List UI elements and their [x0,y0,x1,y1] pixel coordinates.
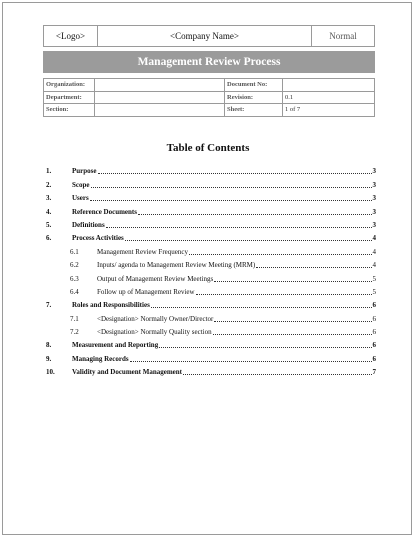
toc-entry-line [72,355,376,363]
toc-entry[interactable] [46,323,376,336]
info-row [44,104,375,117]
toc-leader-dots [214,321,371,322]
sheet-label: Sheet: [225,104,283,117]
toc-entry[interactable] [46,229,376,242]
toc-entry[interactable] [46,216,376,229]
toc-entry-page: 6 [372,341,376,350]
toc-entry-line [72,368,376,376]
toc-entry-number: 8. [46,341,52,350]
document-title-banner: Management Review Process [43,51,375,73]
document-no-label: Document No: [225,79,283,92]
toc-entry-line [97,261,376,269]
toc-entry-number: 7.2 [70,328,79,337]
toc-entry-line [72,234,376,242]
toc-entry-line [72,167,376,175]
section-value [95,104,225,117]
toc-entry-label: Scope [72,180,90,189]
toc-entry-line [97,248,376,256]
toc-entry-label: Users [72,194,89,203]
department-value [95,91,225,104]
toc-entry-line [72,181,376,189]
toc-entry-line [72,194,376,202]
document-info-table [43,78,375,117]
toc-leader-dots [130,361,372,362]
toc-entry-number: 2. [46,180,52,189]
toc-entry-line [72,301,376,309]
toc-entry[interactable] [46,336,376,349]
toc-entry-line [97,315,376,323]
toc-entry-label: Inputs/ agenda to Management Review Meeting (MRM) [97,261,256,270]
toc-entry-label: Management Review Frequency [97,247,188,256]
toc-entry-page: 4 [372,247,376,256]
toc-entry-page: 5 [372,274,376,283]
toc-entry-number: 9. [46,354,52,363]
header-table [43,25,375,47]
info-row [44,79,375,92]
toc-entry-line [97,328,376,336]
toc-leader-dots [151,307,372,308]
toc-leader-dots [90,200,372,201]
toc-entry-number: 1. [46,167,52,176]
organization-value [95,79,225,92]
revision-value: 0.1 [283,91,375,104]
toc-entry-label: Purpose [72,167,97,176]
toc-leader-dots [106,227,372,228]
toc-entry-label: Reference Documents [72,207,137,216]
toc-entry-line [72,221,376,229]
toc-entry[interactable] [46,175,376,188]
toc-entry[interactable] [46,162,376,175]
toc-entry-page: 3 [372,194,376,203]
toc-entry-page: 5 [372,287,376,296]
toc-entry[interactable] [46,256,376,269]
toc-leader-dots [183,374,372,375]
toc-leader-dots [98,173,372,174]
toc-entry-number: 6.4 [70,287,79,296]
info-row [44,91,375,104]
toc-entry-label: Output of Management Review Meetings [97,274,214,283]
toc-entry[interactable] [46,309,376,322]
toc-entry-number: 6.3 [70,274,79,283]
toc-entry[interactable] [46,189,376,202]
document-no-value [283,79,375,92]
toc-leader-dots [159,347,371,348]
toc-entry-line [97,275,376,283]
toc-entry-number: 4. [46,207,52,216]
toc-entry-number: 7. [46,301,52,310]
toc-heading: Table of Contents [166,142,250,154]
sheet-value: 1 of 7 [283,104,375,117]
toc-leader-dots [91,187,372,188]
toc-entry-label: Follow up of Management Review [97,287,195,296]
toc-entry-page: 6 [372,354,376,363]
toc-leader-dots [213,334,372,335]
toc-entry-label: <Designation> Normally Quality section [97,328,212,337]
toc-entry-page: 3 [372,167,376,176]
toc-entry-page: 3 [372,220,376,229]
toc-entry-number: 10. [46,368,55,377]
toc-entry-label: Validity and Document Management [72,368,182,377]
toc-entry-number: 6.2 [70,261,79,270]
toc-entry-page: 4 [372,261,376,270]
toc-entry-label: Definitions [72,220,105,229]
toc-entry-line [72,208,376,216]
toc-entry[interactable] [46,296,376,309]
toc-entry-label: Process Activities [72,234,124,243]
toc-entry-number: 6. [46,234,52,243]
toc-entry-line [72,341,376,349]
toc-leader-dots [256,267,371,268]
logo-placeholder: <Logo> [44,26,98,46]
toc-entry-line [97,288,376,296]
toc-leader-dots [196,294,372,295]
toc-entry-page: 7 [372,368,376,377]
toc-entry-page: 6 [372,328,376,337]
toc-entry-label: Roles and Responsibilities [72,301,150,310]
toc-entry[interactable] [46,269,376,282]
toc-entry-page: 3 [372,180,376,189]
company-name: <Company Name> [98,26,312,46]
organization-label: Organization: [44,79,95,92]
toc-entry[interactable] [46,242,376,255]
document-status: Normal [329,31,357,41]
toc-leader-dots [125,240,372,241]
toc-entry[interactable] [46,349,376,362]
toc-entry[interactable] [46,283,376,296]
toc-entry[interactable] [46,202,376,215]
toc-entry[interactable] [46,363,376,376]
toc-entry-page: 3 [372,207,376,216]
toc-leader-dots [214,281,371,282]
toc-entry-label: <Designation> Normally Owner/Director [97,314,214,323]
toc-entry-number: 6.1 [70,247,79,256]
toc-entry-label: Measurement and Reporting [72,341,159,350]
toc-entry-number: 5. [46,220,52,229]
revision-label: Revision: [225,91,283,104]
toc-entry-number: 3. [46,194,52,203]
section-label: Section: [44,104,95,117]
toc-entry-page: 6 [372,314,376,323]
toc-entry-page: 6 [372,301,376,310]
toc-leader-dots [189,254,372,255]
toc-entry-page: 4 [372,234,376,243]
table-of-contents [46,162,376,376]
department-label: Department: [44,91,95,104]
toc-entry-number: 7.1 [70,314,79,323]
toc-leader-dots [138,214,372,215]
toc-entry-label: Managing Records [72,354,129,363]
